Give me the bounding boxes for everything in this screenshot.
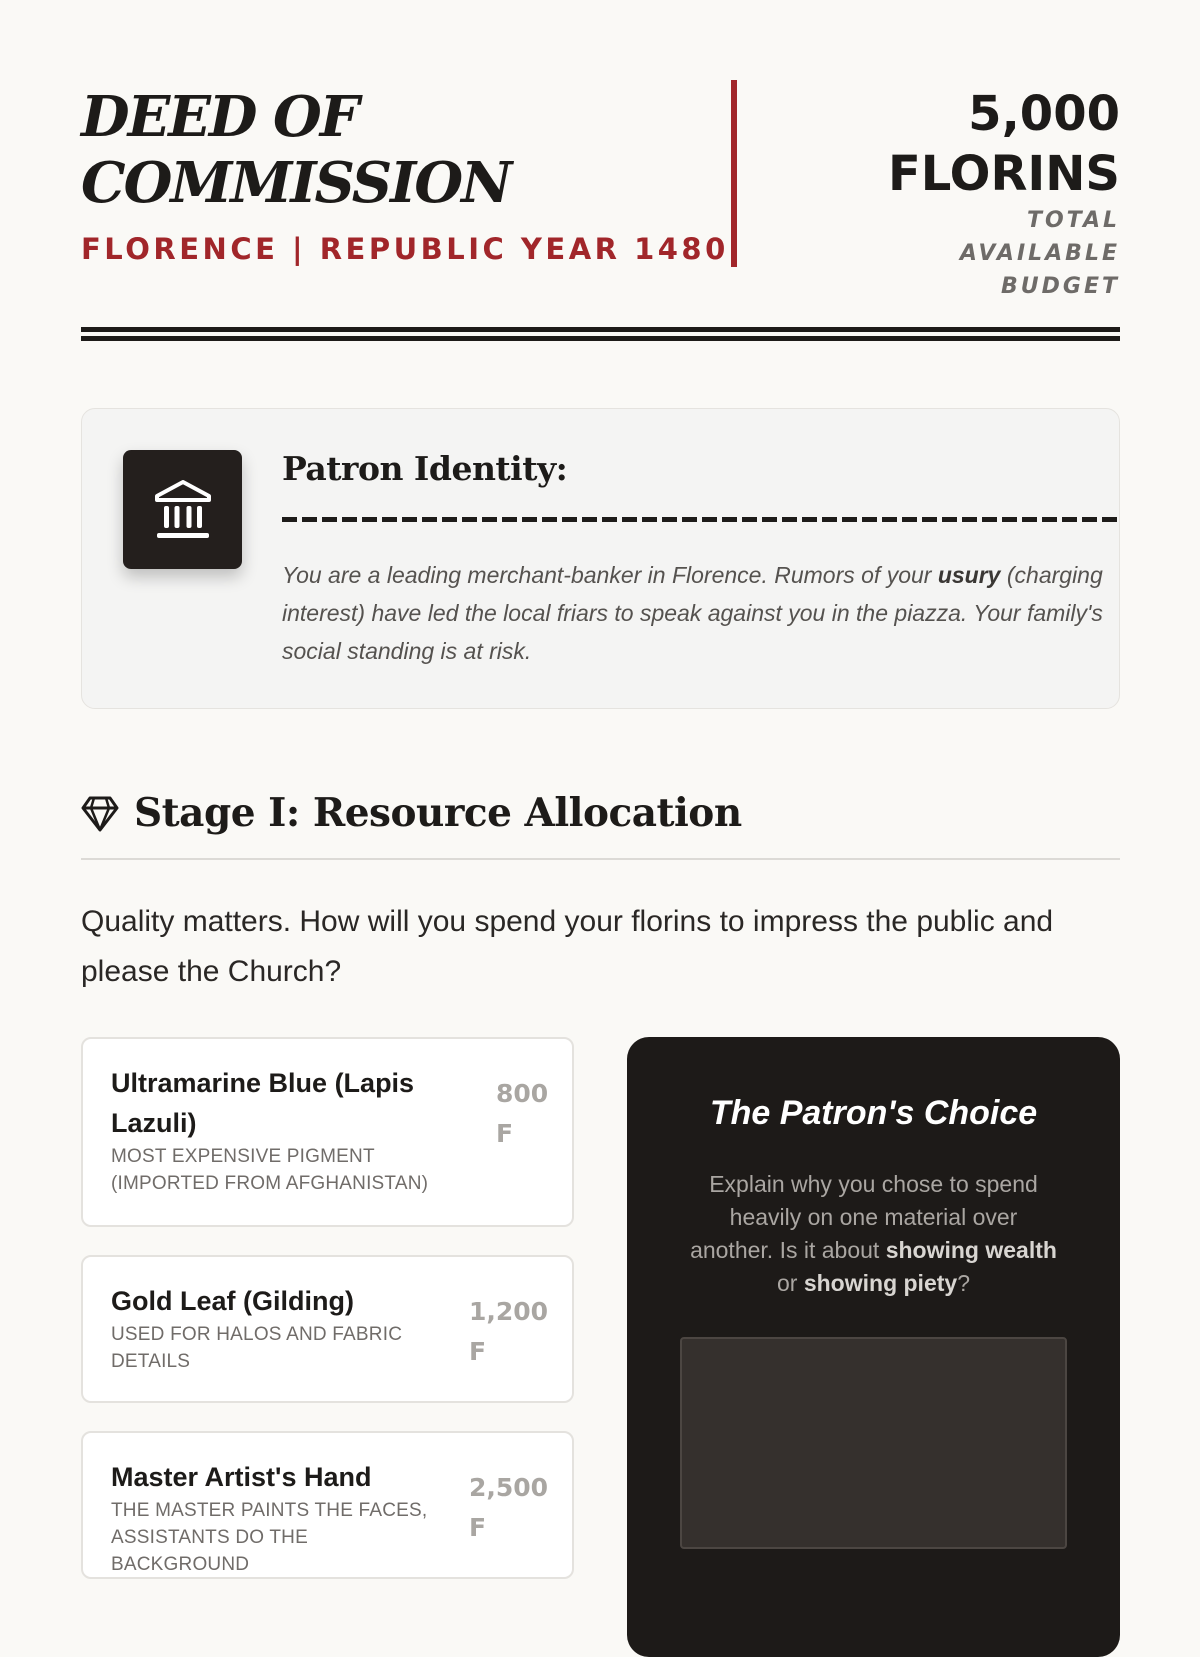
patron-description <box>282 556 1112 670</box>
stage-heading <box>81 790 1120 860</box>
gem-icon <box>81 796 119 832</box>
stage-intro: Quality matters. How will you spend your florins to impress the public and please the Church? <box>81 905 1054 988</box>
material-text <box>111 1281 441 1375</box>
patron-desc-usury: usury <box>937 562 1001 588</box>
budget-summary <box>880 84 1120 303</box>
title-line-2: COMMISSION <box>81 150 511 216</box>
header-double-rule <box>81 327 1120 341</box>
material-options <box>81 1037 574 1607</box>
patron-identity-title: Patron Identity: <box>282 449 568 488</box>
choice-prompt-part-3: ? <box>957 1270 970 1296</box>
patron-choice-prompt <box>685 1168 1062 1300</box>
material-text <box>111 1063 486 1197</box>
patron-desc-part-2: (charging interest) have led the local friars to speak against you in the piazza. Your family's social standing is at risk. <box>282 562 1103 664</box>
material-price: 2,500 F <box>469 1473 549 1542</box>
material-name: Ultramarine Blue (Lapis Lazuli) <box>111 1068 415 1138</box>
budget-label: TOTAL AVAILABLE BUDGET <box>959 208 1120 299</box>
choice-prompt-wealth: showing wealth <box>885 1237 1057 1263</box>
location-date-subtitle: FLORENCE | REPUBLIC YEAR 1480 <box>81 232 729 266</box>
material-option-ultramarine[interactable] <box>81 1037 574 1227</box>
patron-desc-part-1: You are a leading merchant-banker in Florence. Rumors of your <box>282 562 938 588</box>
title-line-1: DEED OF <box>81 84 358 150</box>
patron-choice-panel <box>627 1037 1120 1657</box>
page-title <box>81 84 701 216</box>
material-name: Master Artist's Hand <box>111 1462 372 1492</box>
bank-building-icon <box>123 450 242 569</box>
material-price: 1,200 F <box>469 1297 549 1366</box>
material-name: Gold Leaf (Gilding) <box>111 1286 354 1316</box>
patron-choice-title: The Patron's Choice <box>709 1094 1038 1132</box>
material-option-master-artist[interactable] <box>81 1431 574 1579</box>
bank-building-icon-svg <box>155 480 211 540</box>
patron-identity-card <box>81 408 1120 709</box>
material-description: THE MASTER PAINTS THE FACES, ASSISTANTS DO THE BACKGROUND <box>111 1500 428 1575</box>
material-description: MOST EXPENSIVE PIGMENT (IMPORTED FROM AFGHANISTAN) <box>111 1146 429 1194</box>
material-price: 800 F <box>496 1079 549 1148</box>
stage-title: Stage I: Resource Allocation <box>134 790 742 836</box>
budget-unit: FLORINS <box>887 146 1120 202</box>
choice-prompt-part-1: Explain why you chose to spend heavily on one material over another. Is it about <box>690 1171 1038 1263</box>
material-option-gold-leaf[interactable] <box>81 1255 574 1403</box>
patron-choice-textarea[interactable] <box>680 1337 1067 1549</box>
budget-amount: 5,000 <box>968 86 1120 142</box>
material-description: USED FOR HALOS AND FABRIC DETAILS <box>111 1324 403 1372</box>
patron-dashed-separator <box>282 517 1117 522</box>
header-vertical-divider <box>731 80 737 267</box>
page <box>81 0 1120 1575</box>
material-text <box>111 1457 451 1578</box>
deed-header <box>81 0 1120 342</box>
choice-prompt-part-2: or <box>777 1270 804 1296</box>
choice-prompt-piety: showing piety <box>803 1270 958 1296</box>
